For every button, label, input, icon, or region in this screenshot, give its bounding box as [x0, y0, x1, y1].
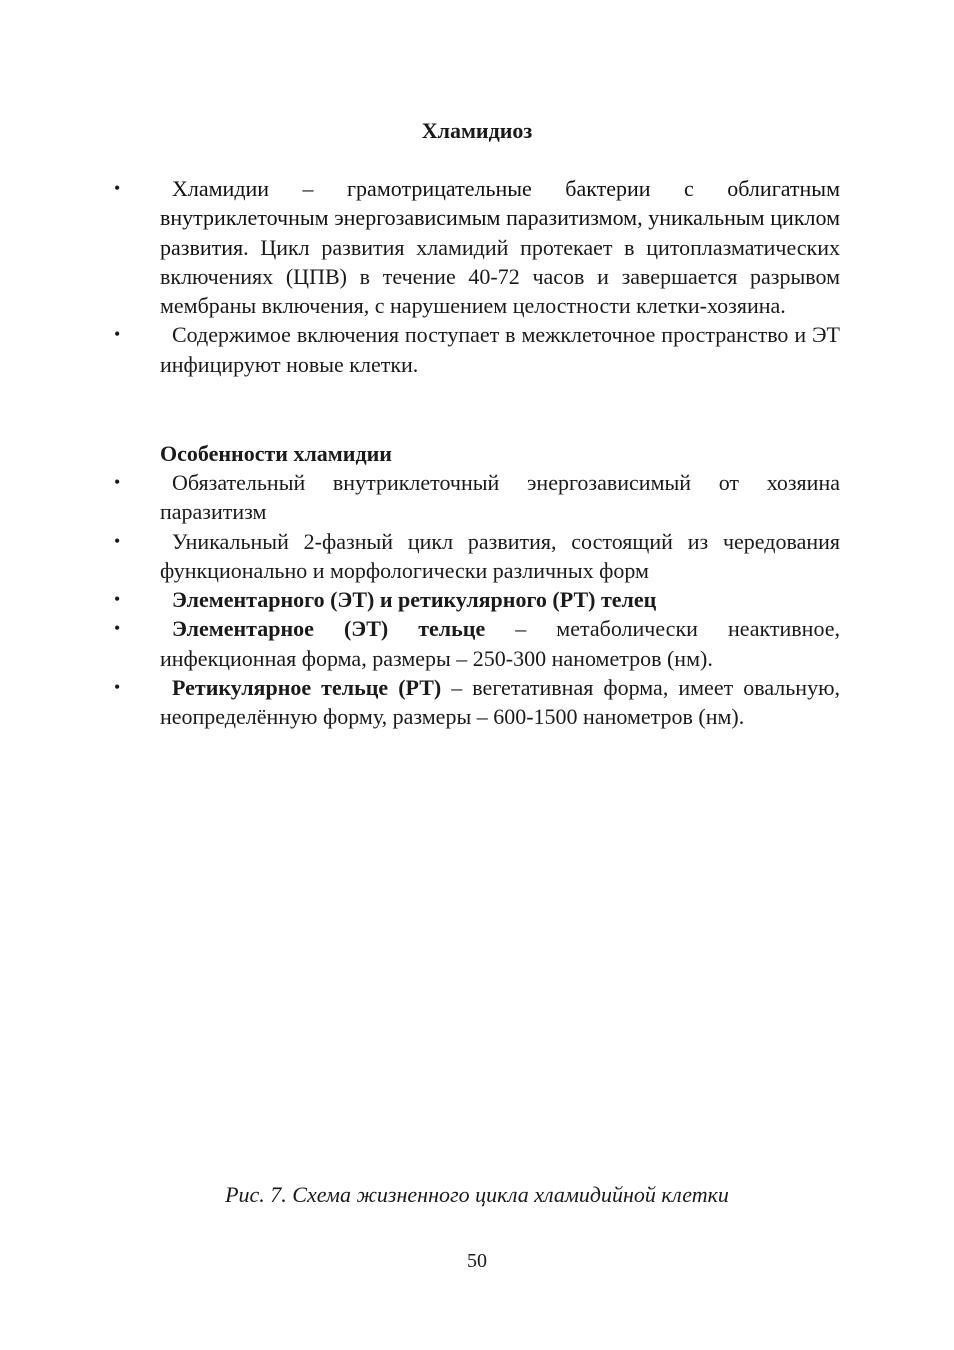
list-item-text: . Цикл развития хламидий протекает в цитоплазматических включениях (ЦПВ) в течение 40-72 часов и завершается разрывом мембраны включения, с нарушением целостности клетки-хозяина.	[160, 234, 840, 319]
list-item	[114, 673, 841, 732]
bullet-icon: •	[114, 472, 121, 492]
list-item	[114, 468, 840, 527]
list-item-bold-text: Ретикулярное тельце (РТ)	[172, 675, 442, 701]
bullet-icon: •	[114, 530, 121, 551]
list-item-bold-text: Элементарное (ЭТ) тельце	[172, 616, 486, 642]
bullet-icon: •	[114, 178, 121, 198]
bullet-icon: •	[114, 618, 121, 639]
section-heading: Особенности хламидии	[160, 441, 392, 466]
list-item-text: Уникальный 2-фазный цикл развития, состоящий из чередования функционально и морфологически различных форм	[160, 528, 840, 583]
list-item-text: Хламидии – грамотрицательные бактерии с облигатным внутриклеточным энергозависимым паразитизмом, уникальным циклом развития	[160, 176, 840, 260]
list-item	[114, 527, 840, 586]
list-item	[114, 585, 840, 614]
list-item	[114, 320, 840, 379]
list-item-text: – вегетативная форма, имеет овальную, неопределённую форму, размеры – 600-1500 нанометров (нм).	[160, 675, 841, 730]
bullet-icon: •	[114, 324, 121, 345]
page-number: 50	[467, 1250, 487, 1272]
list-item-bold-text: Элементарного (ЭТ) и ретикулярного (РТ) телец	[172, 587, 657, 613]
page-title: Хламидиоз	[421, 118, 533, 143]
list-item	[114, 174, 840, 320]
list-item-text: – метаболически неактивное, инфекционная форма, размеры – 250-300 нанометров (нм).	[160, 616, 840, 671]
bullet-icon: •	[114, 589, 121, 610]
features-bullet-list	[114, 468, 841, 732]
bullet-icon: •	[114, 677, 121, 698]
list-item-text: Содержимое включения поступает в межклеточное пространство и ЭТ инфицируют новые клетки.	[160, 322, 840, 377]
intro-bullet-list	[114, 174, 840, 379]
figure-caption: Рис. 7. Схема жизненного цикла хламидийной клетки	[225, 1182, 729, 1207]
list-item-text: Обязательный внутриклеточный энергозависимый от хозяина паразитизм	[160, 470, 840, 525]
list-item	[114, 614, 840, 673]
